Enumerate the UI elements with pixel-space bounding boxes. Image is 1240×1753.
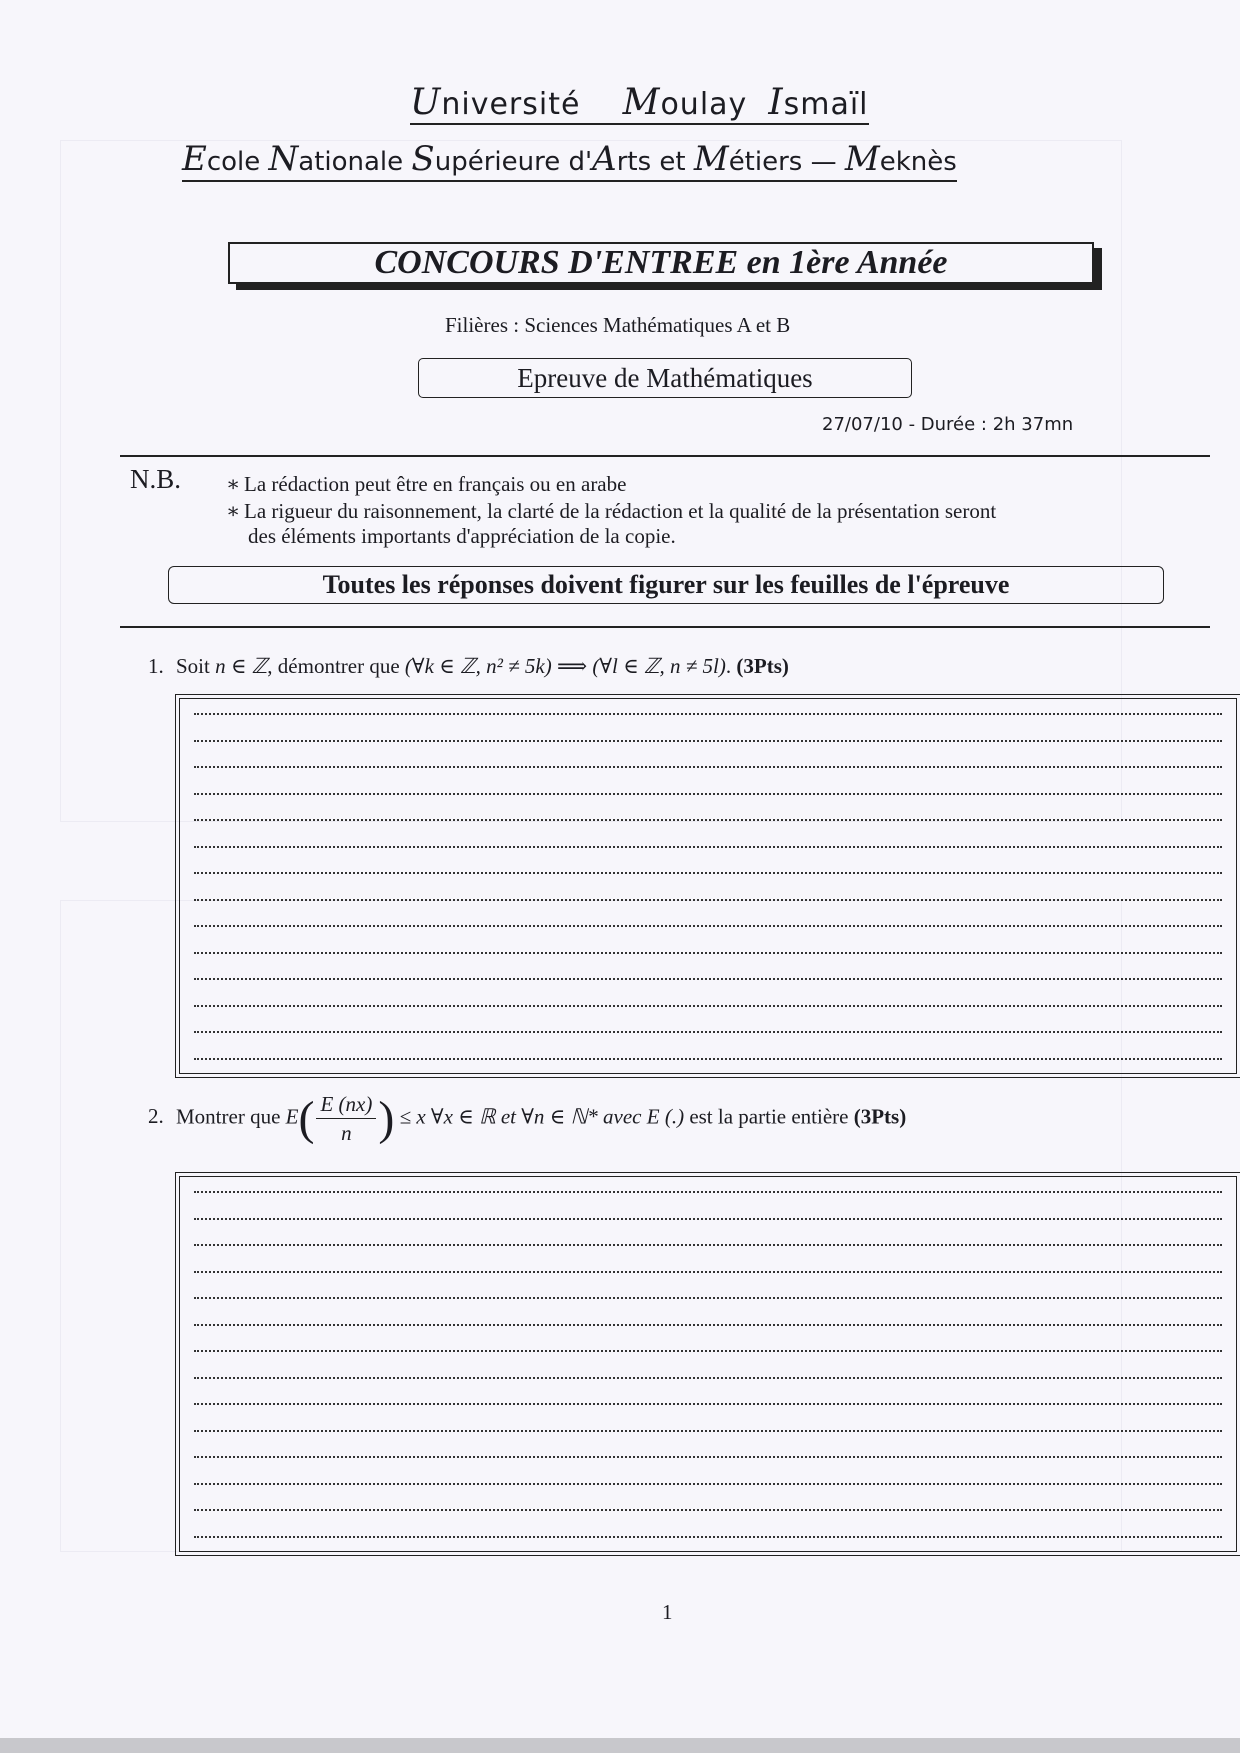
answer-lines-2 [179,1176,1237,1552]
nb-item-2-continuation: des éléments importants d'appréciation de la copie. [248,524,676,548]
subject-title: Epreuve de Mathématiques [418,358,912,398]
divider-bottom [120,626,1210,628]
answer-dotted-line [194,793,1222,795]
question-2-points: (3Pts) [853,1104,907,1129]
answer-dotted-line [194,1297,1222,1299]
answer-dotted-line [194,819,1222,821]
university-word-2: Moulay [622,82,748,123]
fraction: $\frac{E (nx)}{n}$ [316,1090,376,1147]
university-name [410,82,869,125]
answer-dotted-line [194,872,1222,874]
date-duration: 27/07/10 - Durée : 2h 37mn [822,414,1074,435]
answer-dotted-line [194,713,1222,715]
answer-dotted-line [194,1324,1222,1326]
nb-item-2: ∗ La rigueur du raisonnement, la clarté de la rédaction et la qualité de la présentation seront [226,499,997,523]
answer-box-2[interactable] [175,1172,1240,1556]
answer-dotted-line [194,1430,1222,1432]
instruction-box: Toutes les réponses doivent figurer sur les feuilles de l'épreuve [168,566,1164,604]
answer-dotted-line [194,1271,1222,1273]
question-1-points: (3Pts) [736,654,789,678]
answer-dotted-line [194,1191,1222,1193]
answer-dotted-line [194,766,1222,768]
answer-box-1[interactable] [175,694,1240,1078]
answer-dotted-line [194,1031,1222,1033]
question-1: 1. Soit n ∈ ℤ, démontrer que (∀k ∈ ℤ, n² ≠ 5k) ⟹ (∀l ∈ ℤ, n ≠ 5l). (3Pts) [148,654,789,678]
answer-dotted-line [194,1244,1222,1246]
answer-dotted-line [194,740,1222,742]
answer-dotted-line [194,978,1222,980]
answer-dotted-line [194,1005,1222,1007]
nb-item-1: ∗ La rédaction peut être en français ou en arabe [226,472,627,496]
answer-dotted-line [194,899,1222,901]
answer-dotted-line [194,1218,1222,1220]
page-number: 1 [662,1600,673,1624]
answer-dotted-line [194,1509,1222,1511]
answer-dotted-line [194,1058,1222,1060]
divider-top [120,455,1210,457]
university-word-3: Ismaïl [768,82,869,123]
question-2: 2. Montrer que E( $\frac{E (nx)}{n}$ ) ≤ x ∀x ∈ ℝ et ∀n ∈ ℕ* avec E (.) est la partie entière (3Pts) [148,1092,907,1145]
exam-title: CONCOURS D'ENTREE en 1ère Année [228,242,1094,284]
scan-bottom-edge [0,1738,1240,1753]
answer-dotted-line [194,925,1222,927]
nb-label: N.B. [130,464,182,494]
university-word-1: Université [410,82,581,123]
answer-dotted-line [194,846,1222,848]
answer-dotted-line [194,1456,1222,1458]
answer-dotted-line [194,1377,1222,1379]
answer-dotted-line [194,1350,1222,1352]
answer-dotted-line [194,1403,1222,1405]
school-name: Ecole Nationale Supérieure d'Arts et Métiers — Meknès [182,142,957,182]
answer-dotted-line [194,1536,1222,1538]
answer-dotted-line [194,1483,1222,1485]
answer-dotted-line [194,952,1222,954]
answer-lines-1 [179,698,1237,1074]
filieres-line: Filières : Sciences Mathématiques A et B [445,313,791,337]
